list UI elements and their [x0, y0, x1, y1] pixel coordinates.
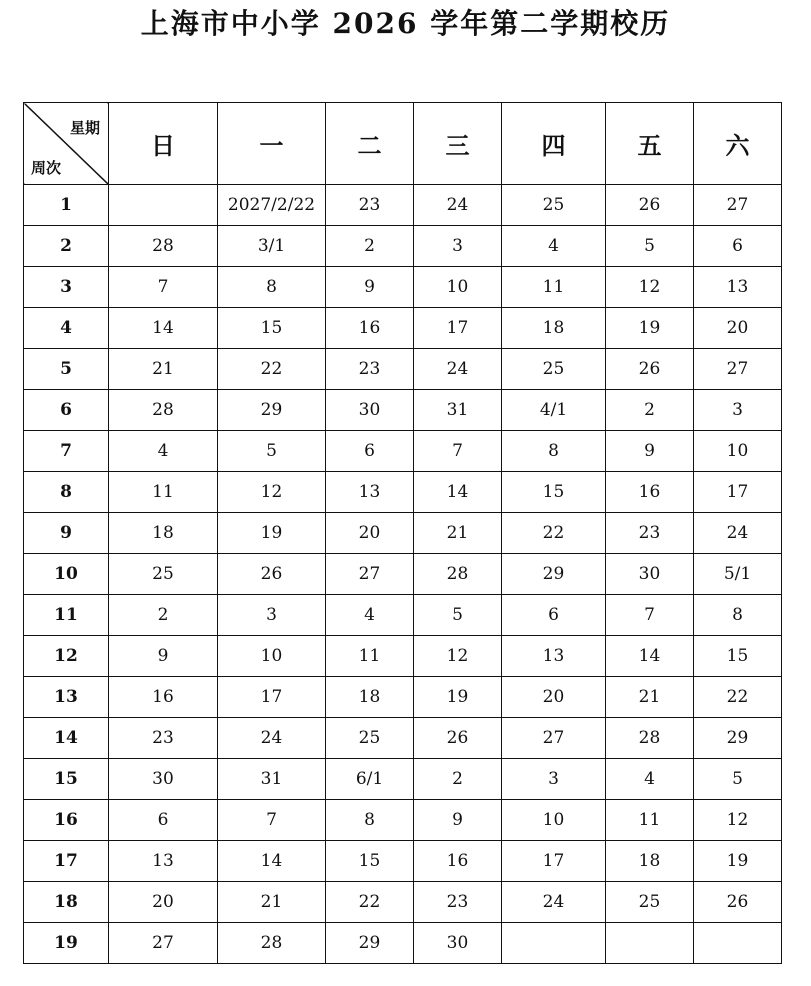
date-cell: 7 [606, 595, 694, 636]
day-header-mon: 一 [218, 103, 326, 185]
date-cell: 11 [502, 267, 606, 308]
date-cell: 8 [694, 595, 782, 636]
date-cell: 28 [109, 390, 218, 431]
header-row [24, 103, 782, 185]
date-cell: 11 [326, 636, 414, 677]
week-number-cell: 16 [24, 800, 109, 841]
date-cell [502, 923, 606, 964]
day-header-wed: 三 [414, 103, 502, 185]
date-cell: 2 [606, 390, 694, 431]
date-cell: 5 [414, 595, 502, 636]
date-cell: 26 [606, 349, 694, 390]
date-cell: 29 [218, 390, 326, 431]
date-cell: 29 [694, 718, 782, 759]
date-cell: 4 [606, 759, 694, 800]
date-cell: 24 [694, 513, 782, 554]
date-cell: 17 [694, 472, 782, 513]
date-cell: 13 [502, 636, 606, 677]
date-cell: 22 [218, 349, 326, 390]
date-cell: 17 [414, 308, 502, 349]
date-cell: 12 [694, 800, 782, 841]
date-cell: 23 [326, 349, 414, 390]
date-cell: 18 [326, 677, 414, 718]
date-cell: 21 [414, 513, 502, 554]
week-number-cell: 19 [24, 923, 109, 964]
date-cell: 6 [502, 595, 606, 636]
date-cell: 24 [414, 185, 502, 226]
date-cell: 6/1 [326, 759, 414, 800]
week-number-cell: 1 [24, 185, 109, 226]
date-cell: 2 [326, 226, 414, 267]
date-cell: 26 [414, 718, 502, 759]
week-number-cell: 12 [24, 636, 109, 677]
date-cell: 4 [326, 595, 414, 636]
page-title: 上海市中小学 2026 学年第二学期校历 [140, 7, 671, 40]
date-cell: 14 [414, 472, 502, 513]
date-cell: 31 [218, 759, 326, 800]
week-row [24, 390, 782, 431]
date-cell: 23 [414, 882, 502, 923]
date-cell: 2 [414, 759, 502, 800]
date-cell: 19 [694, 841, 782, 882]
date-cell: 26 [218, 554, 326, 595]
date-cell: 27 [109, 923, 218, 964]
week-axis-label: 周次 [31, 159, 62, 177]
week-number-cell: 13 [24, 677, 109, 718]
date-cell: 21 [218, 882, 326, 923]
date-cell: 29 [502, 554, 606, 595]
date-cell: 5 [606, 226, 694, 267]
date-cell: 28 [109, 226, 218, 267]
date-cell: 28 [414, 554, 502, 595]
date-cell: 9 [414, 800, 502, 841]
date-cell: 24 [502, 882, 606, 923]
day-header-tue: 二 [326, 103, 414, 185]
day-header-sat: 六 [694, 103, 782, 185]
date-cell: 17 [218, 677, 326, 718]
date-cell: 27 [694, 185, 782, 226]
date-cell: 19 [414, 677, 502, 718]
date-cell: 21 [606, 677, 694, 718]
week-row [24, 636, 782, 677]
week-row [24, 226, 782, 267]
date-cell: 19 [606, 308, 694, 349]
date-cell [109, 185, 218, 226]
date-cell: 17 [502, 841, 606, 882]
week-row [24, 554, 782, 595]
date-cell: 14 [109, 308, 218, 349]
week-number-cell: 2 [24, 226, 109, 267]
date-cell: 18 [109, 513, 218, 554]
date-cell: 10 [502, 800, 606, 841]
date-cell: 13 [326, 472, 414, 513]
date-cell: 3 [414, 226, 502, 267]
date-cell: 12 [606, 267, 694, 308]
date-cell: 20 [694, 308, 782, 349]
week-number-cell: 7 [24, 431, 109, 472]
date-cell: 7 [414, 431, 502, 472]
date-cell: 4/1 [502, 390, 606, 431]
date-cell: 27 [502, 718, 606, 759]
week-row [24, 923, 782, 964]
date-cell: 8 [218, 267, 326, 308]
date-cell: 30 [326, 390, 414, 431]
date-cell: 3 [502, 759, 606, 800]
date-cell: 3 [218, 595, 326, 636]
date-cell: 14 [606, 636, 694, 677]
week-row [24, 677, 782, 718]
date-cell: 12 [218, 472, 326, 513]
week-row [24, 185, 782, 226]
date-cell: 29 [326, 923, 414, 964]
week-row [24, 882, 782, 923]
date-cell: 13 [109, 841, 218, 882]
date-cell: 2 [109, 595, 218, 636]
week-number-cell: 5 [24, 349, 109, 390]
week-row [24, 513, 782, 554]
week-number-cell: 18 [24, 882, 109, 923]
week-number-cell: 14 [24, 718, 109, 759]
date-cell: 14 [218, 841, 326, 882]
week-number-cell: 10 [24, 554, 109, 595]
date-cell: 9 [606, 431, 694, 472]
date-cell: 27 [326, 554, 414, 595]
date-cell: 10 [414, 267, 502, 308]
date-cell: 7 [218, 800, 326, 841]
date-cell: 9 [109, 636, 218, 677]
date-cell: 9 [326, 267, 414, 308]
date-cell: 11 [606, 800, 694, 841]
weekday-axis-label: 星期 [69, 119, 100, 137]
date-cell: 12 [414, 636, 502, 677]
date-cell: 23 [326, 185, 414, 226]
date-cell: 16 [414, 841, 502, 882]
date-cell: 26 [606, 185, 694, 226]
date-cell: 10 [218, 636, 326, 677]
calendar-table [23, 102, 782, 964]
date-cell: 16 [326, 308, 414, 349]
week-row [24, 800, 782, 841]
date-cell: 5 [218, 431, 326, 472]
date-cell: 24 [414, 349, 502, 390]
date-cell: 28 [218, 923, 326, 964]
date-cell: 22 [502, 513, 606, 554]
date-cell: 22 [326, 882, 414, 923]
week-number-cell: 3 [24, 267, 109, 308]
date-cell: 15 [694, 636, 782, 677]
date-cell: 4 [502, 226, 606, 267]
week-row [24, 595, 782, 636]
week-row [24, 472, 782, 513]
date-cell: 2027/2/22 [218, 185, 326, 226]
date-cell: 16 [606, 472, 694, 513]
date-cell: 25 [326, 718, 414, 759]
week-row [24, 308, 782, 349]
date-cell: 30 [414, 923, 502, 964]
week-number-cell: 6 [24, 390, 109, 431]
date-cell: 19 [218, 513, 326, 554]
week-number-cell: 15 [24, 759, 109, 800]
date-cell: 25 [606, 882, 694, 923]
date-cell: 31 [414, 390, 502, 431]
week-row [24, 267, 782, 308]
date-cell: 20 [109, 882, 218, 923]
date-cell: 6 [109, 800, 218, 841]
date-cell: 25 [109, 554, 218, 595]
date-cell: 18 [502, 308, 606, 349]
date-cell: 30 [606, 554, 694, 595]
date-cell: 26 [694, 882, 782, 923]
day-header-sun: 日 [109, 103, 218, 185]
week-row [24, 349, 782, 390]
date-cell: 27 [694, 349, 782, 390]
date-cell: 15 [326, 841, 414, 882]
week-number-cell: 4 [24, 308, 109, 349]
date-cell: 11 [109, 472, 218, 513]
date-cell: 5/1 [694, 554, 782, 595]
week-number-cell: 9 [24, 513, 109, 554]
date-cell: 6 [694, 226, 782, 267]
date-cell [606, 923, 694, 964]
date-cell [694, 923, 782, 964]
date-cell: 6 [326, 431, 414, 472]
date-cell: 8 [326, 800, 414, 841]
date-cell: 13 [694, 267, 782, 308]
date-cell: 22 [694, 677, 782, 718]
date-cell: 7 [109, 267, 218, 308]
date-cell: 20 [326, 513, 414, 554]
week-row [24, 431, 782, 472]
date-cell: 30 [109, 759, 218, 800]
day-header-fri: 五 [606, 103, 694, 185]
date-cell: 18 [606, 841, 694, 882]
week-number-cell: 17 [24, 841, 109, 882]
date-cell: 20 [502, 677, 606, 718]
corner-header-cell [24, 103, 109, 185]
day-header-thu: 四 [502, 103, 606, 185]
date-cell: 25 [502, 349, 606, 390]
date-cell: 3 [694, 390, 782, 431]
date-cell: 4 [109, 431, 218, 472]
week-row [24, 718, 782, 759]
date-cell: 8 [502, 431, 606, 472]
date-cell: 28 [606, 718, 694, 759]
date-cell: 24 [218, 718, 326, 759]
date-cell: 3/1 [218, 226, 326, 267]
date-cell: 21 [109, 349, 218, 390]
date-cell: 10 [694, 431, 782, 472]
date-cell: 15 [218, 308, 326, 349]
date-cell: 23 [109, 718, 218, 759]
date-cell: 16 [109, 677, 218, 718]
date-cell: 23 [606, 513, 694, 554]
week-row [24, 841, 782, 882]
week-row [24, 759, 782, 800]
date-cell: 15 [502, 472, 606, 513]
week-number-cell: 11 [24, 595, 109, 636]
date-cell: 5 [694, 759, 782, 800]
calendar-body [24, 185, 782, 964]
date-cell: 25 [502, 185, 606, 226]
week-number-cell: 8 [24, 472, 109, 513]
